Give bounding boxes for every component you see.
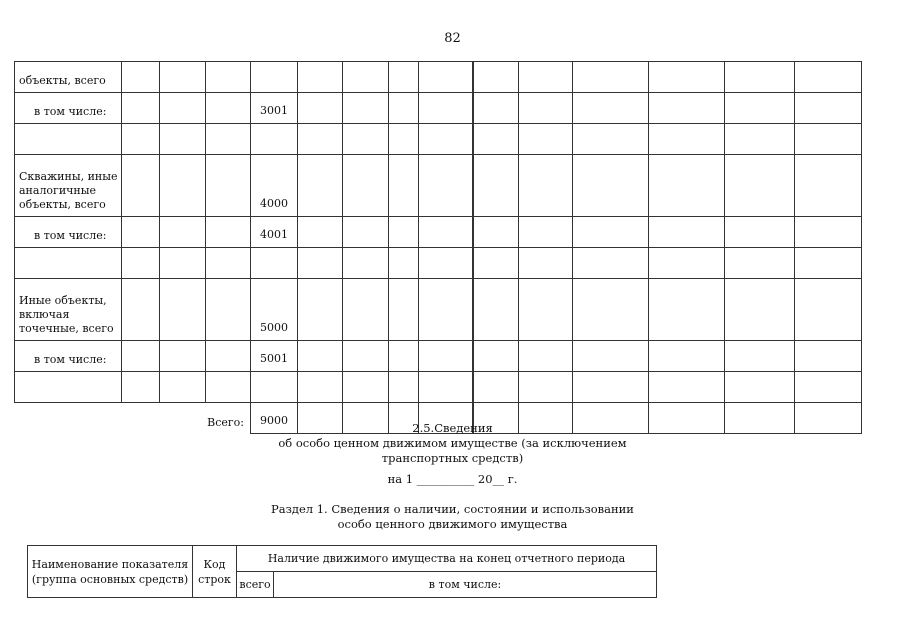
table-row: [15, 248, 862, 279]
total-label: Всего:: [207, 415, 244, 429]
date-line: на 1 __________ 20__ г.: [387, 472, 518, 486]
header-including: в том числе:: [274, 572, 657, 598]
row-label: в том числе:: [15, 341, 122, 372]
header-total: всего: [237, 572, 274, 598]
table-row: [15, 217, 862, 248]
table-row: [15, 155, 862, 217]
row-label: [15, 124, 122, 155]
table-row: [15, 372, 862, 403]
row-code: 4000: [251, 155, 298, 217]
table-row: [15, 124, 862, 155]
row-label: Иные объекты, включая точечные, всего: [15, 279, 122, 341]
page-number: 82: [444, 31, 461, 46]
section-subtitle-line2: особо ценного движимого имущества: [337, 517, 568, 531]
row-label: [15, 372, 122, 403]
row-code: [251, 62, 298, 93]
header-indicator-name: Наименование показателя (группа основных средств): [28, 546, 193, 598]
row-code: 4001: [251, 217, 298, 248]
row-code: [251, 248, 298, 279]
row-label: Скважины, иные аналогичные объекты, всего: [15, 155, 122, 217]
row-label: в том числе:: [15, 93, 122, 124]
table-row: [15, 93, 862, 124]
total-code: 9000: [251, 403, 298, 434]
movable-property-table: [27, 545, 657, 598]
table-row: [15, 62, 862, 93]
row-label: в том числе:: [15, 217, 122, 248]
row-label: объекты, всего: [15, 62, 122, 93]
row-code: 5001: [251, 341, 298, 372]
row-code: [251, 372, 298, 403]
table-row: [15, 341, 862, 372]
row-label: [15, 248, 122, 279]
section-title-line2: об особо ценном движимом имуществе (за исключением: [278, 436, 627, 450]
row-code: [251, 124, 298, 155]
property-table: [14, 61, 862, 434]
row-code: 3001: [251, 93, 298, 124]
row-code: 5000: [251, 279, 298, 341]
section-subtitle-line1: Раздел 1. Сведения о наличии, состоянии и использовании: [271, 502, 634, 516]
section-title-line3: транспортных средств): [381, 451, 524, 465]
header-availability: Наличие движимого имущества на конец отчетного периода: [237, 546, 657, 572]
table-row: [15, 279, 862, 341]
section-title-line1: 2.5.Сведения: [412, 421, 493, 435]
header-row-code: Код строк: [193, 546, 237, 598]
